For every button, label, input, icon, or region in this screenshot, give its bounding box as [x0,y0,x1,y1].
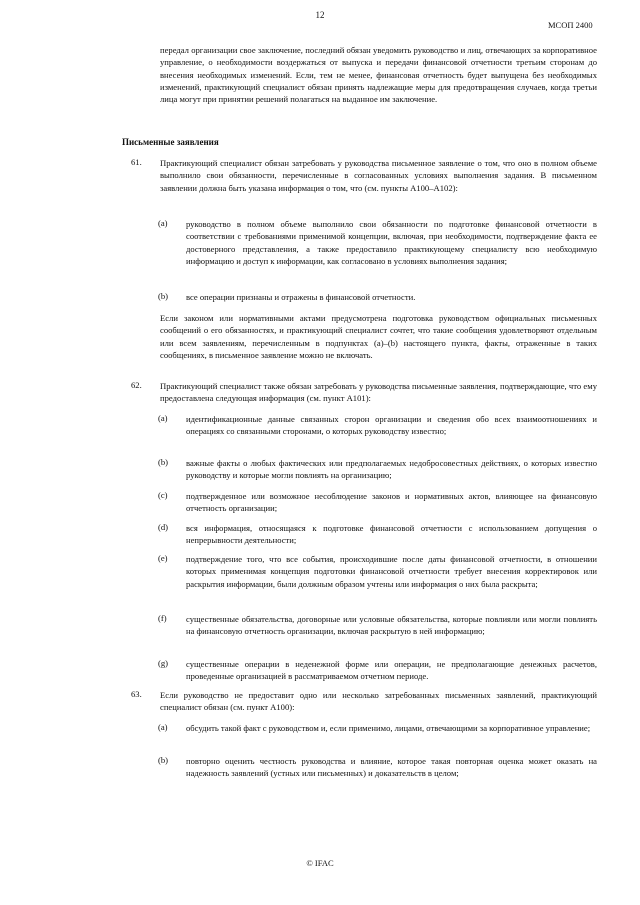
list-item: подтвержденное или возможное несоблюдение законов и нормативных актов, влияющее на финансовую отчетность организации; [186,491,597,514]
paragraph-61-closing: Если законом или нормативными актами предусмотрена подготовка руководством официальных письменных сообщений о его обязанностях, и практикующий специалист сочтет, что такие сообщения удовлетворяют отдельным или всем заявлениям, перечисленным в подпунктах (а)–(b) настоящего пункта, факты, отраженные в таких сообщениях, в письменное заявление можно не включать. [160,313,597,360]
page-number: 12 [315,10,325,20]
footer-copyright: © IFAC [306,858,334,868]
item-letter: (b) [158,291,169,301]
list-item: существенные операции в неденежной форме или операции, не предполагающие денежных расчетов, проведенные организацией в рассматриваемом отчетном периоде. [186,659,597,682]
item-letter: (b) [158,457,169,467]
item-letter: (g) [158,658,169,668]
item-letter: (b) [158,755,169,765]
list-item: обсудить такой факт с руководством и, если применимо, лицами, отвечающими за корпоративное управление; [186,723,591,733]
paragraph-61-text: Практикующий специалист обязан затребовать у руководства письменное заявление о том, что оно в полном объеме выполнило свои обязанности, перечисленные в согласованных условиях выполнения задания. В письменном заявлении должна быть указана информация о том, что (см. пункты А100–А102): [160,158,597,193]
item-letter: (f) [158,613,167,623]
list-item: подтверждение того, что все события, происходившие после даты финансовой отчетности, в отношении которых применимая концепция подготовки финансовой отчетности требует внесения корректировок или раскрытия информации, были должным образом учтены или информация о них была раскрыта; [186,554,597,589]
paragraph-63-text: Если руководство не предоставит одно или несколько затребованных письменных заявлений, практикующий специалист обязан (см. пункт А100): [160,690,597,713]
item-letter: (c) [158,490,168,500]
intro-paragraph: передал организации свое заключение, последний обязан уведомить руководство и лиц, отвечающих за корпоративное управление, о необходимости воздержаться от выпуска и передачи финансовой отчетности третьим сторонам до внесения необходимых изменений. Если, тем не менее, финансовая отчетность будет выпущена без необходимых изменений, практикующий специалист обязан принять надлежащие меры для предотвращения случаев, когда третьи лица могут при принятии решений полагаться на выданное им заключение. [160,45,597,105]
paragraph-number-62: 62. [131,380,142,390]
list-item: руководство в полном объеме выполнило свои обязанности по подготовке финансовой отчетности в соответствии с требованиями применимой концепции, включая, при необходимости, подтверждение факта ее достоверного представления, а также предоставило практикующему специалисту всю необходимую информацию и доступ к информации, как согласовано в условиях выполнения задания; [186,219,597,266]
list-item: повторно оценить честность руководства и влияние, которое такая повторная оценка может оказать на надежность заявлений (устных или письменных) и доказательств в целом; [186,756,597,779]
list-item: идентификационные данные связанных сторон организации и сведения обо всех взаимоотношениях и операциях со связанными сторонами, о которых руководству известно; [186,414,597,437]
item-letter: (e) [158,553,168,563]
paragraph-number-61: 61. [131,157,142,167]
list-item: важные факты о любых фактических или предполагаемых недобросовестных действиях, о которых известно руководству и которые могли повлиять на организацию; [186,458,597,481]
section-heading: Письменные заявления [122,137,219,147]
list-item: существенные обязательства, договорные или условные обязательства, которые повлияли или могли повлиять на финансовую отчетность организации, включая раскрытую в ней информацию; [186,614,597,637]
item-letter: (a) [158,218,168,228]
item-letter: (a) [158,413,168,423]
paragraph-number-63: 63. [131,689,142,699]
item-letter: (d) [158,522,169,532]
list-item: все операции признаны и отражены в финансовой отчетности. [186,292,416,302]
paragraph-62-text: Практикующий специалист также обязан затребовать у руководства письменные заявления, подтверждающие, что ему предоставлена следующая информация (см. пункт А101): [160,381,597,404]
list-item: вся информация, относящаяся к подготовке финансовой отчетности с использованием допущения о непрерывности деятельности; [186,523,597,546]
document-code: МСОП 2400 [548,20,593,30]
item-letter: (a) [158,722,168,732]
